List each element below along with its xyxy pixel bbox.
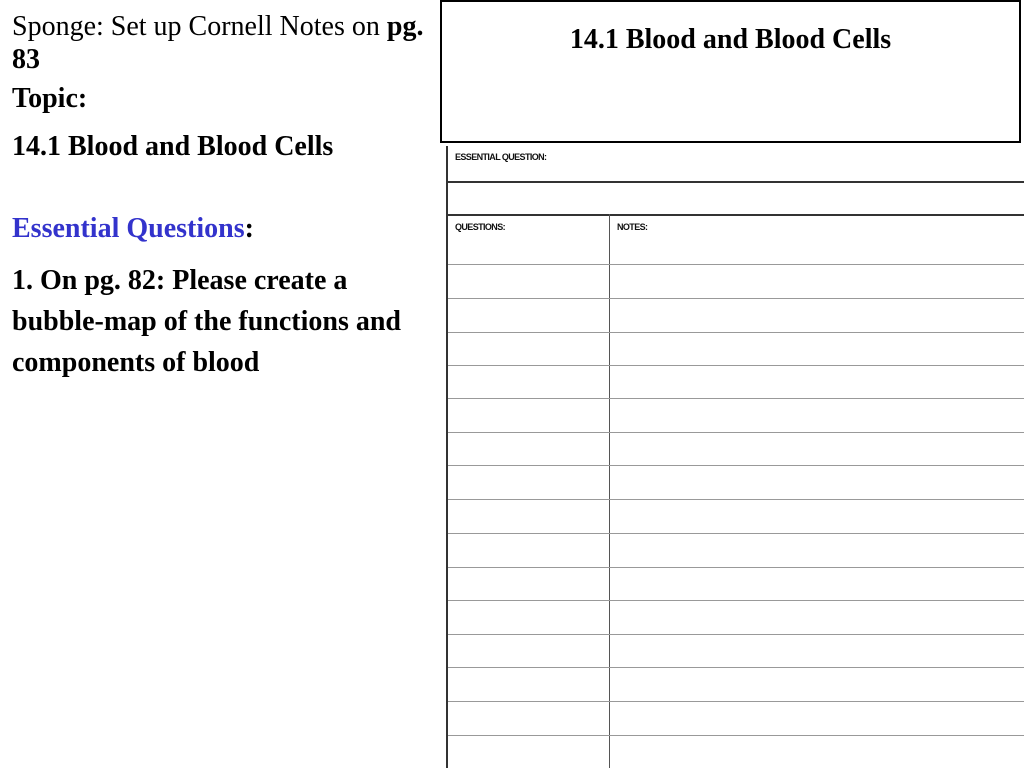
sponge-text (12, 10, 427, 76)
essential-questions-colon: : (244, 213, 254, 244)
essential-questions-link: Essential Questions (12, 213, 245, 244)
ruled-line (448, 667, 1024, 668)
essential-question-label: ESSENTIAL QUESTION: (455, 152, 547, 162)
essential-questions-heading (12, 212, 427, 246)
ruled-line (448, 634, 1024, 635)
sponge-page: pg. 83 (12, 11, 424, 75)
cornell-title: 14.1 Blood and Blood Cells (569, 24, 892, 55)
notes-column-label: NOTES: (617, 222, 648, 232)
ruled-line (448, 264, 1024, 265)
topic-label: Topic: (12, 83, 88, 114)
cornell-title-box (440, 0, 1021, 143)
ruled-line (448, 332, 1024, 333)
essential-question-item: 1. On pg. 82: Please create a bubble-map of the functions and components of blood (12, 265, 401, 378)
sheet-divider (448, 181, 1024, 183)
instructions-panel (12, 10, 427, 383)
ruled-line (448, 465, 1024, 466)
topic-title: 14.1 Blood and Blood Cells (12, 131, 334, 162)
ruled-line (448, 567, 1024, 568)
ruled-line (448, 600, 1024, 601)
questions-column-label: QUESTIONS: (455, 222, 506, 232)
ruled-line (448, 701, 1024, 702)
cornell-notes-sheet (446, 146, 1024, 768)
ruled-line (448, 365, 1024, 366)
ruled-line (448, 432, 1024, 433)
ruled-line (448, 298, 1024, 299)
ruled-line (448, 398, 1024, 399)
sheet-divider (448, 214, 1024, 216)
sponge-prefix: Sponge: Set up Cornell Notes on (12, 11, 387, 42)
ruled-line (448, 735, 1024, 736)
ruled-line (448, 499, 1024, 500)
ruled-line (448, 533, 1024, 534)
